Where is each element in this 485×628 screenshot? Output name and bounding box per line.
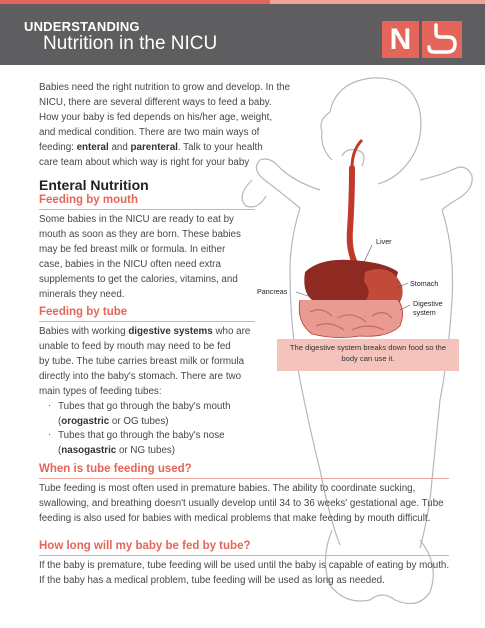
intro-text-c: and xyxy=(108,142,131,153)
howlong-heading: How long will my baby be fed by tube? xyxy=(39,540,251,552)
divider xyxy=(39,478,449,479)
tube-line-5: main types of feeding tubes: xyxy=(39,386,162,397)
bullet-1-line-1: Tubes that go through the baby's mouth xyxy=(58,401,231,412)
bullet-2-tail: or NG tubes) xyxy=(116,445,176,456)
term-parenteral: parenteral xyxy=(130,142,178,153)
tube-line-1 xyxy=(39,324,250,339)
mouth-line-3: may be fed breast milk or formula. In either xyxy=(39,244,226,255)
enteral-heading: Enteral Nutrition xyxy=(39,177,149,193)
intro-line-4: and medical condition. There are two main ways of xyxy=(39,127,260,138)
when-heading: When is tube feeding used? xyxy=(39,463,192,475)
tube-text-a: Babies with working xyxy=(39,326,129,337)
divider xyxy=(39,321,255,322)
tube-line-4: directly into the baby's stomach. There are two xyxy=(39,371,242,382)
divider xyxy=(39,555,449,556)
when-line-2: swallowing, and breathing doesn't usually develop until 34 to 36 weeks' gestational age. Tube xyxy=(39,498,444,509)
label-digestive-2: system xyxy=(413,308,436,317)
mouth-line-5: supplements to get the calories, vitamins, and xyxy=(39,274,238,285)
intro-text-e: . Talk to your health xyxy=(177,142,263,153)
intro-line-3: How your baby is fed depends on his/her age, weight, xyxy=(39,112,273,123)
feeding-by-tube-heading: Feeding by tube xyxy=(39,306,128,318)
when-line-3: feeding is also used for babies with medical problems that make feeding by mouth difficult. xyxy=(39,513,431,524)
when-line-1: Tube feeding is most often used in premature babies. The ability to coordinate sucking, xyxy=(39,483,416,494)
feeding-by-mouth-heading: Feeding by mouth xyxy=(39,194,139,206)
bullet-1-line-2: (orogastric or OG tubes) xyxy=(58,416,169,427)
term-nasogastric: nasogastric xyxy=(61,445,117,456)
intro-line-6: care team about which way is right for your baby xyxy=(39,157,250,168)
mouth-line-6: minerals they need. xyxy=(39,289,125,300)
term-digestive-systems: digestive systems xyxy=(128,326,213,337)
intro-line-1: Babies need the right nutrition to grow and develop. In the xyxy=(39,82,291,93)
bullet-2-line-2: (nasogastric or NG tubes) xyxy=(58,445,176,456)
figure-caption xyxy=(277,339,459,371)
divider xyxy=(39,209,255,210)
bullet-1-tail: or OG tubes) xyxy=(109,416,169,427)
term-enteral: enteral xyxy=(76,142,109,153)
howlong-line-1: If the baby is premature, tube feeding will be used until the baby is capable of eating by mouth. xyxy=(39,560,450,571)
term-orogastric: orogastric xyxy=(61,416,110,427)
bullet-dot: · xyxy=(48,400,52,411)
tube-text-c: who are xyxy=(212,326,251,337)
bullet-dot: · xyxy=(48,429,52,440)
bullet-2-line-1: Tubes that go through the baby's nose xyxy=(58,430,225,441)
caption-line-2: body can use it. xyxy=(341,354,395,363)
mouth-line-1: Some babies in the NICU are ready to eat by xyxy=(39,214,234,225)
mouth-line-4: case, babies in the NICU often need extra xyxy=(39,259,221,270)
howlong-line-2: If the baby has a medical problem, tube feeding will be used as long as needed. xyxy=(39,575,385,586)
label-liver: Liver xyxy=(376,237,392,246)
intro-text-a: feeding: xyxy=(39,142,77,153)
mouth-line-2: mouth as soon as they are born. These babies xyxy=(39,229,241,240)
page-title: Nutrition in the NICU xyxy=(43,33,218,54)
tube-line-3: by tube. The tube carries breast milk or formula xyxy=(39,356,245,367)
caption-line-1: The digestive system breaks down food so the xyxy=(289,343,447,352)
header-kicker: UNDERSTANDING xyxy=(24,19,140,34)
intro-line-2: NICU, there are several different ways to feed a baby. xyxy=(39,97,272,108)
intro-line-5 xyxy=(39,140,263,155)
label-pancreas: Pancreas xyxy=(257,287,288,296)
n-logo: N xyxy=(382,21,419,58)
label-digestive-system xyxy=(413,299,443,317)
label-stomach: Stomach xyxy=(410,279,439,288)
label-digestive-1: Digestive xyxy=(413,299,443,308)
tube-line-2: unable to feed by mouth may need to be fed xyxy=(39,341,231,352)
